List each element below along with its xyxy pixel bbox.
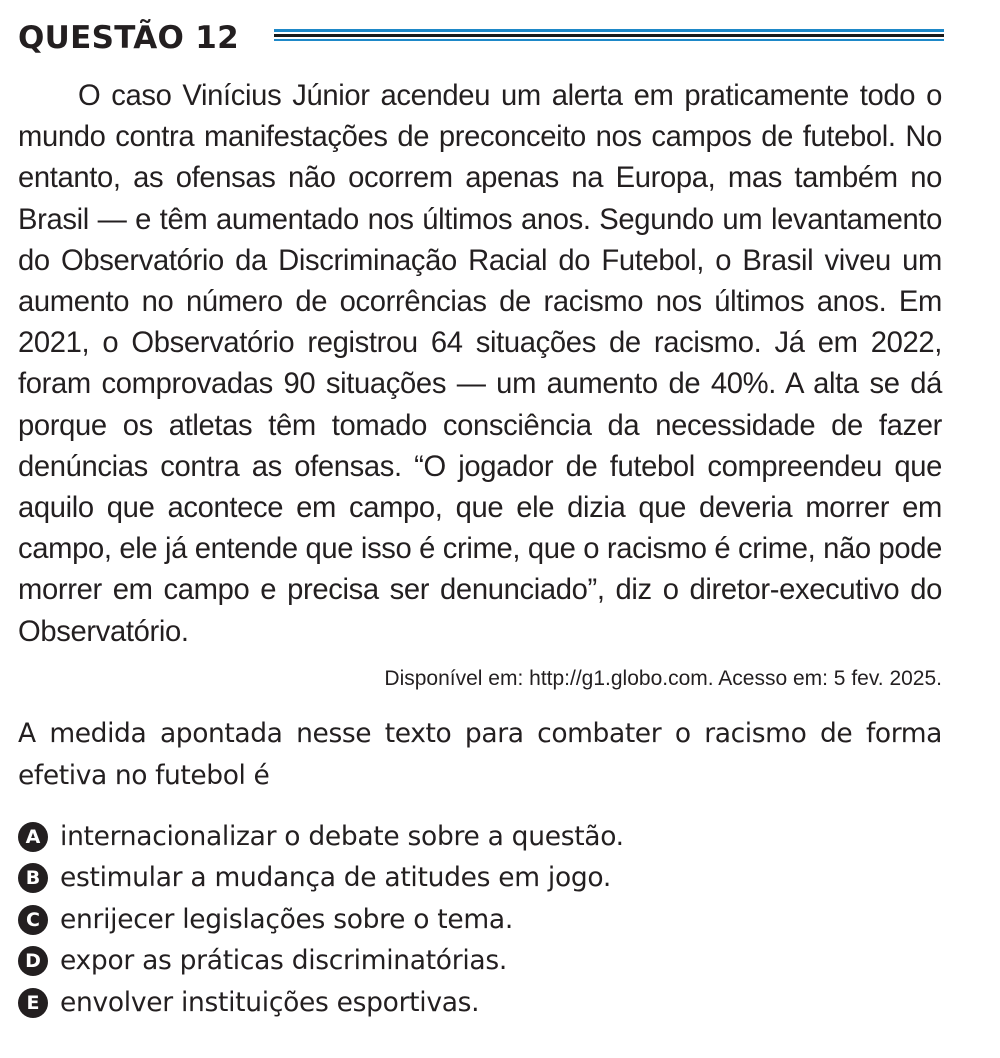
divider-line-bottom [274, 39, 944, 41]
option-a-text: internacionalizar o debate sobre a questão. [60, 820, 624, 852]
option-b-text: estimular a mudança de atitudes em jogo. [60, 862, 611, 894]
title-divider [274, 29, 944, 41]
question-header [18, 14, 944, 60]
divider-line-middle [274, 34, 944, 37]
divider-line-top [274, 29, 944, 32]
passage-text [18, 76, 942, 653]
option-d-text: expor as práticas discriminatórias. [60, 945, 507, 977]
answer-options [18, 816, 948, 1024]
option-e-badge: E [18, 988, 48, 1018]
option-c[interactable] [18, 899, 948, 941]
option-a[interactable] [18, 816, 948, 858]
option-e-text: envolver instituições esportivas. [60, 986, 480, 1018]
passage-body: O caso Vinícius Júnior acendeu um alerta em praticamente todo o mundo contra manifestações de preconceito nos campos de futebol. No entanto, as ofensas não ocorrem apenas na Europa, mas também no Brasil — e têm aumentado nos últimos anos. Segundo um levantamento do Observatório da Discriminação Racial do Futebol, o Brasil viveu um aumento no número de ocorrências de racismo nos últimos anos. Em 2021, o Observatório registrou 64 situações de racismo. Já em 2022, foram comprovadas 90 situações — um aumento de 40%. A alta se dá porque os atletas têm tomado consciência da necessidade de fazer denúncias contra as ofensas. “O jogador de futebol compreendeu que aquilo que acontece em campo, que ele dizia que deveria morrer em campo, ele já entende que isso é crime, que o racismo é crime, não pode morrer em campo e precisa ser denunciado”, diz o diretor-executivo do Observatório. [18, 80, 942, 648]
option-d-badge: D [18, 946, 48, 976]
option-c-badge: C [18, 905, 48, 935]
source-citation: Disponível em: http://g1.globo.com. Acesso em: 5 fev. 2025. [384, 667, 942, 690]
question-prompt: A medida apontada nesse texto para combater o racismo de forma efetiva no futebol é [18, 718, 942, 791]
option-b[interactable] [18, 858, 948, 900]
question-title: QUESTÃO 12 [18, 20, 240, 56]
option-d[interactable] [18, 941, 948, 983]
option-b-badge: B [18, 863, 48, 893]
option-a-badge: A [18, 822, 48, 852]
option-c-text: enrijecer legislações sobre o tema. [60, 903, 513, 935]
option-e[interactable] [18, 982, 948, 1024]
